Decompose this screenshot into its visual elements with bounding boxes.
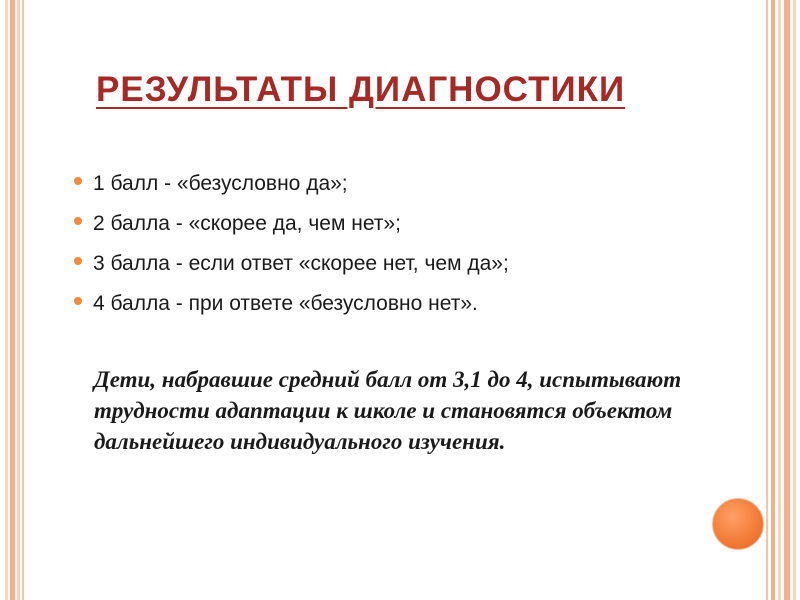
bullet-text: 1 балл - «безусловно да»; xyxy=(93,172,348,195)
orange-dot-icon xyxy=(74,177,82,185)
orange-circle-icon xyxy=(712,498,764,550)
slide-title: РЕЗУЛЬТАТЫ ДИАГНОСТИКИ xyxy=(96,70,626,109)
bullet-text: 3 балла - если ответ «скорее нет, чем да»; xyxy=(93,252,509,275)
left-stripe-border xyxy=(0,0,26,600)
bullet-text: 2 балла - «скорее да, чем нет»; xyxy=(93,212,401,235)
conclusion-text: Дети, набравшие средний балл от 3,1 до 4, испытывают трудности адаптации к школе и становятся объектом дальнейшего индивидуального изучения. xyxy=(94,367,682,454)
orange-dot-icon xyxy=(74,257,82,265)
orange-dot-icon xyxy=(74,217,82,225)
right-stripe-border xyxy=(766,0,800,600)
orange-dot-icon xyxy=(74,297,82,305)
bullet-text: 4 балла - при ответе «безусловно нет». xyxy=(93,292,478,315)
